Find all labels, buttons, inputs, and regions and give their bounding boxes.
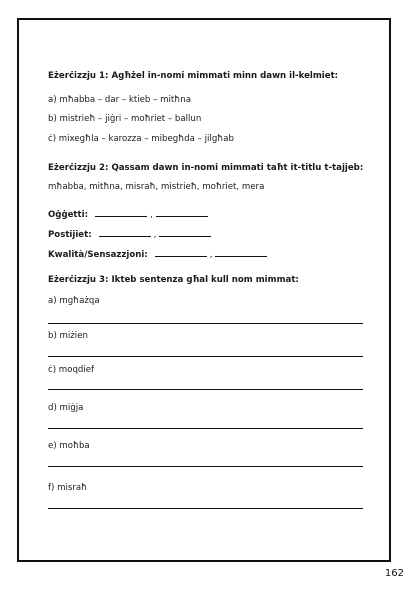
answer-blank[interactable]: [99, 227, 151, 237]
category-objects-label: Oġġetti:: [48, 210, 89, 220]
exercise-1-title: Eżerċizzju 1: Agħżel in-nomi mimmati minn dawn il-kelmiet:: [48, 71, 339, 81]
separator: ,: [153, 230, 157, 240]
answer-blank[interactable]: [156, 207, 208, 217]
writing-line[interactable]: [48, 356, 363, 357]
exercise-1-item-b: b) mistrieħ – jiġri – moħriet – ballun: [48, 114, 202, 124]
writing-line[interactable]: [48, 466, 363, 467]
category-quality-label: Kwalità/Sensazzjoni:: [48, 250, 148, 260]
category-objects: [48, 207, 208, 221]
exercise-3-item-d: d) miġja: [48, 403, 84, 413]
exercise-3-item-f: f) misraħ: [48, 483, 88, 493]
separator: ,: [209, 250, 213, 260]
writing-line[interactable]: [48, 508, 363, 509]
answer-blank[interactable]: [155, 247, 207, 257]
category-quality: [48, 247, 267, 261]
exercise-1-item-a: a) mħabba – dar – ktieb – mitħna: [48, 95, 191, 105]
exercise-2-word-list: mħabba, mitħna, misraħ, mistrieħ, moħriet, mera: [48, 182, 265, 192]
exercise-2-title: Eżerċizzju 2: Qassam dawn in-nomi mimmati taħt it-titlu t-tajjeb:: [48, 163, 364, 173]
exercise-3-item-a: a) mgħażqa: [48, 296, 100, 306]
page-number: 162: [384, 568, 404, 579]
exercise-3-item-c: ċ) moqdief: [48, 365, 95, 375]
category-places: [48, 227, 211, 241]
exercise-3-item-b: b) miżien: [48, 331, 88, 341]
writing-line[interactable]: [48, 323, 363, 324]
category-places-label: Postijiet:: [48, 230, 92, 240]
exercise-3-item-e: e) moħba: [48, 441, 90, 451]
answer-blank[interactable]: [159, 227, 211, 237]
exercise-1-item-c: ċ) mixegħla – karozza – mibegħda – jilgħab: [48, 134, 234, 144]
writing-line[interactable]: [48, 389, 363, 390]
answer-blank[interactable]: [215, 247, 267, 257]
writing-line[interactable]: [48, 428, 363, 429]
answer-blank[interactable]: [95, 207, 147, 217]
exercise-3-title: Eżerċizzju 3: Ikteb sentenza għal kull nom mimmat:: [48, 275, 299, 285]
separator: ,: [150, 210, 153, 220]
